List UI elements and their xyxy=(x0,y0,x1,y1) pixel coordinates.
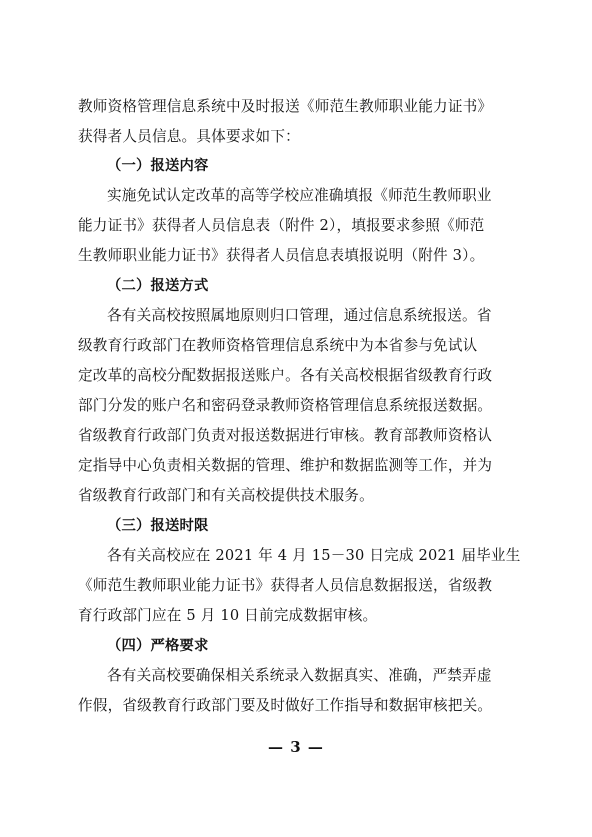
paragraph-line: 级教育行政部门在教师资格管理信息系统中为本省参与免试认 xyxy=(78,337,478,354)
paragraph-line: 获得者人员信息。具体要求如下： xyxy=(78,128,300,145)
section-heading-method: （二）报送方式 xyxy=(107,278,209,294)
section-heading-content: （一）报送内容 xyxy=(107,158,209,174)
paragraph-line: 各有关高校要确保相关系统录入数据真实、准确，严禁弄虚 xyxy=(107,667,492,684)
paragraph-line: 部门分发的账户名和密码登录教师资格管理信息系统报送数据。 xyxy=(78,397,493,414)
paragraph-line: 各有关高校应在 2021 年 4 月 15－30 日完成 2021 届毕业生 xyxy=(107,547,521,564)
section-heading-requirements: （四）严格要求 xyxy=(107,638,209,654)
paragraph-line: 省级教育行政部门和有关高校提供技术服务。 xyxy=(78,487,374,504)
paragraph-line: 定指导中心负责相关数据的管理、维护和数据监测等工作，并为 xyxy=(78,457,493,474)
paragraph-line: 定改革的高校分配数据报送账户。各有关高校根据省级教育行政 xyxy=(78,367,493,384)
paragraph-line: 育行政部门应在 5 月 10 日前完成数据审核。 xyxy=(78,607,378,624)
paragraph-line: 省级教育行政部门负责对报送数据进行审核。教育部教师资格认 xyxy=(78,427,493,444)
section-heading-deadline: （三）报送时限 xyxy=(107,518,209,534)
paragraph-line: 教师资格管理信息系统中及时报送《师范生教师职业能力证书》 xyxy=(78,98,493,115)
paragraph-line: 能力证书》获得者人员信息表（附件 2），填报要求参照《师范 xyxy=(78,217,485,234)
paragraph-line: 实施免试认定改革的高等学校应准确填报《师范生教师职业 xyxy=(107,187,492,204)
paragraph-line: 《师范生教师职业能力证书》获得者人员信息数据报送，省级教 xyxy=(78,577,493,594)
paragraph-line: 各有关高校按照属地原则归口管理，通过信息系统报送。省 xyxy=(107,307,492,324)
paragraph-line: 生教师职业能力证书》获得者人员信息表填报说明（附件 3）。 xyxy=(78,247,485,264)
page-number: — 3 — xyxy=(268,738,324,756)
paragraph-line: 作假，省级教育行政部门要及时做好工作指导和数据审核把关。 xyxy=(78,697,493,714)
